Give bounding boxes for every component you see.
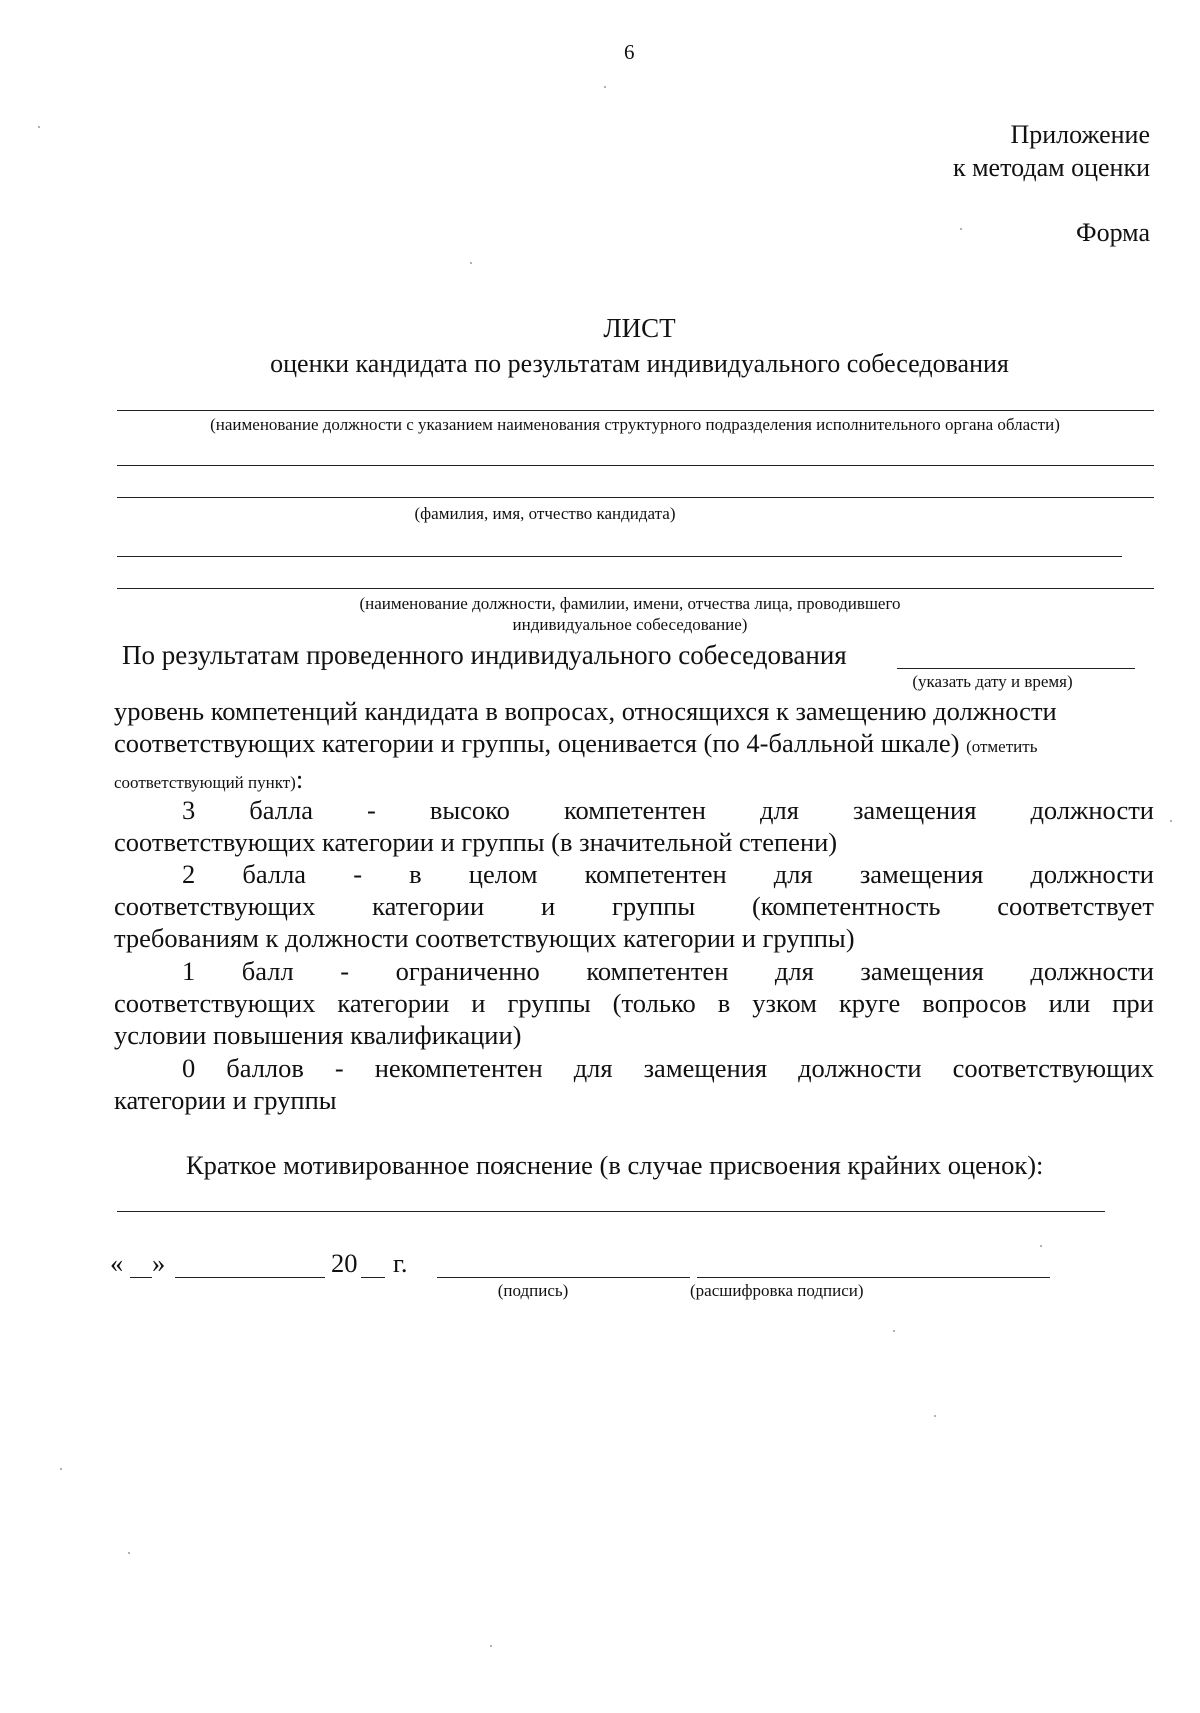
scale-word: замещения (852, 795, 977, 825)
candidate-caption: (фамилия, имя, отчество кандидата) (414, 504, 676, 523)
candidate-field-line-2[interactable] (117, 497, 1154, 498)
interviewer-field-line-2[interactable] (117, 588, 1154, 589)
interviewer-caption-line-1: (наименование должности, фамилии, имени, отчества лица, проводившего (359, 594, 901, 613)
scale-word: целом (468, 859, 538, 889)
scale-dash: - (334, 1053, 344, 1083)
page-number: 6 (624, 40, 635, 64)
scale-word: должности (1030, 956, 1154, 986)
date-time-caption: (указать дату и время) (912, 672, 1073, 691)
date-open-quote: « (110, 1248, 124, 1278)
document-subtitle: оценки кандидата по результатам индивидуального собеседования (270, 349, 1009, 378)
scale-word: вопросов (922, 988, 1027, 1018)
scale-word: при (1112, 988, 1154, 1018)
scale-item-3-line-1 (114, 794, 1154, 826)
scale-word: должности (1030, 795, 1154, 825)
scale-word: в (409, 859, 422, 889)
scale-word: для (774, 956, 814, 986)
scale-word: в (717, 988, 731, 1018)
assessment-line-1 (114, 695, 1154, 727)
year-prefix: 20 (331, 1248, 358, 1278)
scale-word: для (773, 859, 813, 889)
day-field-line[interactable] (130, 1277, 152, 1278)
scale-item-1-line-2 (114, 987, 1154, 1019)
scale-dash: - (366, 795, 376, 825)
scale-word: (компетентность (751, 891, 941, 921)
scale-word: должности (798, 1053, 922, 1083)
results-intro: По результатам проведенного индивидуального собеседования (122, 640, 847, 670)
scale-word: для (573, 1053, 613, 1083)
scale-unit: балла (249, 795, 313, 825)
scale-word: компетентен (563, 795, 706, 825)
appendix-label: Приложение (1010, 120, 1150, 149)
scale-item-2-line-2 (114, 890, 1154, 922)
appendix-to-label: к методам оценки (952, 153, 1150, 182)
scale-dash: - (340, 956, 350, 986)
year-suffix: г. (393, 1248, 408, 1278)
scale-word: ограниченно (395, 956, 540, 986)
scale-item-3-continuation: соответствующих категории и группы (в значительной степени) (114, 827, 838, 857)
scan-speck (960, 228, 962, 230)
scan-speck (893, 1330, 895, 1332)
scale-item-1-line-1 (114, 955, 1154, 987)
scan-speck (60, 1468, 62, 1470)
scale-item-2-continuation: требованиям к должности соответствующих категории и группы) (114, 923, 855, 953)
scale-word: или (1048, 988, 1091, 1018)
year-field-line[interactable] (361, 1277, 385, 1278)
signature-transcript-field-line[interactable] (697, 1277, 1050, 1278)
scale-word: компетентен (584, 859, 727, 889)
interviewer-caption-line-2: индивидуальное собеседование) (512, 615, 748, 634)
scale-word: соответствующих (952, 1053, 1154, 1083)
scale-word: замещения (860, 956, 984, 986)
scale-word: категории (372, 891, 485, 921)
scan-speck (128, 1552, 130, 1554)
scale-unit: баллов (226, 1053, 304, 1083)
explanation-field-line[interactable] (117, 1211, 1105, 1212)
scan-speck (934, 1415, 936, 1417)
assessment-paragraph (114, 695, 1154, 799)
signature-field-line[interactable] (437, 1277, 690, 1278)
signature-caption: (подпись) (497, 1281, 569, 1300)
scale-score: 1 (182, 956, 196, 986)
scale-item-2[interactable] (114, 858, 1154, 954)
scale-word: для (760, 795, 799, 825)
scale-item-0-line-1 (114, 1052, 1154, 1084)
transcript-caption: (расшифровка подписи) (690, 1281, 864, 1300)
scale-item-0-continuation: категории и группы (114, 1085, 337, 1115)
document-title: ЛИСТ (603, 313, 676, 343)
assessment-colon: : (295, 764, 304, 794)
scale-word: группы (507, 988, 591, 1018)
scale-word: категории (337, 988, 450, 1018)
scale-score: 2 (182, 859, 196, 889)
scale-word: компетентен (586, 956, 729, 986)
scale-word: узком (752, 988, 817, 1018)
scale-unit: балл (241, 956, 294, 986)
scale-word: (только (612, 988, 696, 1018)
scale-word: и (540, 891, 556, 921)
assessment-line-2-text: соответствующих категории и группы, оценивается (по 4-балльной шкале) (114, 728, 960, 758)
scan-speck (490, 1645, 492, 1647)
scale-item-2-line-1 (114, 858, 1154, 890)
scale-word: замещения (643, 1053, 768, 1083)
scale-word: соответствует (997, 891, 1154, 921)
scan-speck (604, 86, 606, 88)
scale-unit: балла (242, 859, 307, 889)
scale-item-3[interactable] (114, 794, 1154, 858)
scan-speck (470, 262, 472, 264)
scale-score: 0 (182, 1053, 196, 1083)
scale-score: 3 (182, 795, 196, 825)
scale-item-1[interactable] (114, 955, 1154, 1051)
scale-word: некомпетентен (374, 1053, 543, 1083)
month-field-line[interactable] (175, 1277, 325, 1278)
scan-speck (1040, 1245, 1042, 1247)
scale-word: должности (1030, 859, 1154, 889)
scan-speck (1170, 820, 1172, 822)
assessment-note-open: (отметить (966, 737, 1038, 756)
assessment-line-1-text: уровень компетенций кандидата в вопросах, относящихся к замещению должности (114, 696, 1057, 726)
scale-item-1-continuation: условии повышения квалификации) (114, 1020, 522, 1050)
scale-word: замещения (859, 859, 984, 889)
scale-word: соответствующих (114, 988, 316, 1018)
scale-word: группы (611, 891, 696, 921)
explanation-label: Краткое мотивированное пояснение (в случае присвоения крайних оценок): (186, 1150, 1044, 1180)
scale-word: соответствующих (114, 891, 316, 921)
date-time-field-line[interactable] (897, 668, 1135, 669)
assessment-note-close: соответствующий пункт) (114, 773, 296, 792)
scale-word: высоко (429, 795, 510, 825)
scale-word: круге (838, 988, 901, 1018)
scan-speck (38, 126, 40, 128)
assessment-line-2 (114, 727, 1154, 763)
candidate-field-line-1[interactable] (117, 465, 1154, 466)
interviewer-field-line-1[interactable] (117, 556, 1122, 557)
scale-word: и (471, 988, 486, 1018)
scale-dash: - (353, 859, 363, 889)
position-caption: (наименование должности с указанием наименования структурного подразделения исполнительного органа области) (210, 415, 1060, 434)
scale-item-0[interactable] (114, 1052, 1154, 1116)
form-label: Форма (1076, 218, 1150, 247)
position-field-line[interactable] (117, 410, 1154, 411)
date-close-quote: » (152, 1248, 166, 1278)
